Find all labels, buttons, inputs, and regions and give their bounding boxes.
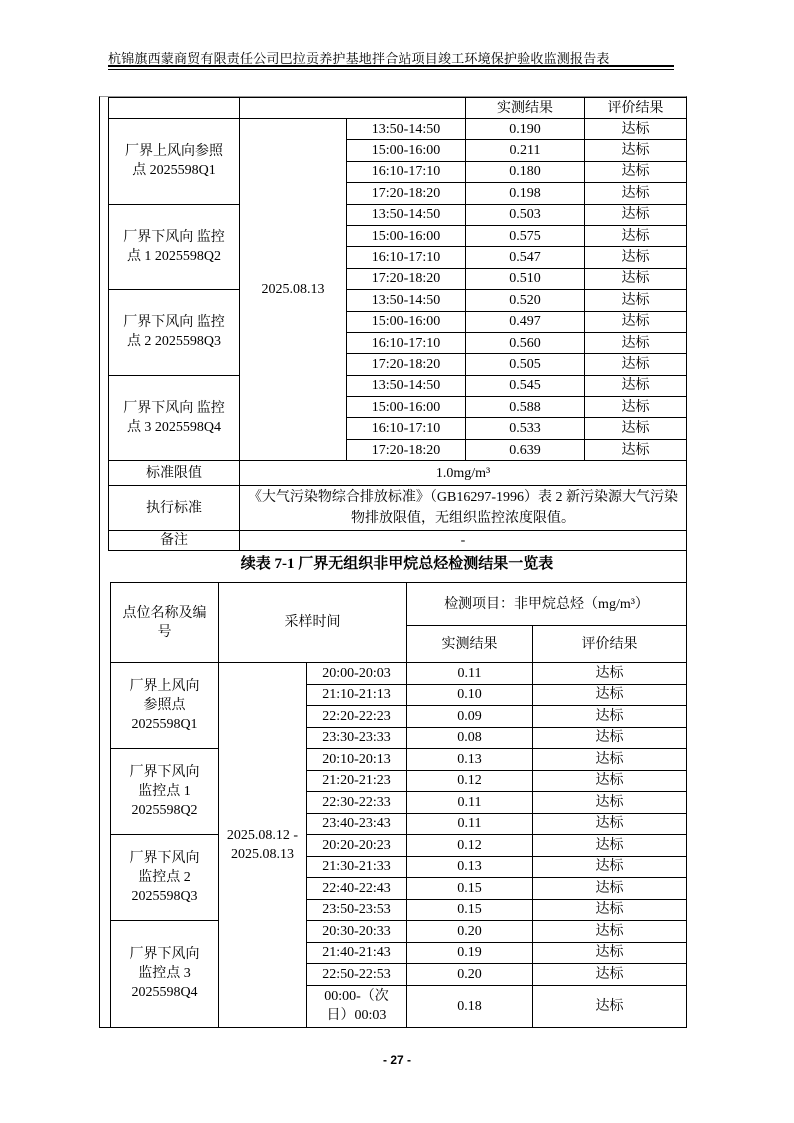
table-cell: 0.639 (466, 439, 585, 460)
table-cell: 达标 (585, 268, 687, 289)
table-cell: 16:10-17:10 (347, 247, 466, 268)
table-row (109, 98, 687, 119)
table-cell: 达标 (533, 856, 687, 878)
table-cell (240, 98, 466, 119)
point-name: 厂界下风向 监控点 3 2025598Q4 (111, 921, 219, 1028)
table-cell: 16:10-17:10 (347, 418, 466, 439)
table-cell: 达标 (533, 813, 687, 835)
table-cell: 达标 (585, 290, 687, 311)
table-cell: 达标 (533, 684, 687, 706)
table-cell: 13:50-14:50 (347, 204, 466, 225)
table-cell: 达标 (585, 418, 687, 439)
table-cell: 0.15 (407, 899, 533, 921)
table-cell: 21:40-21:43 (307, 942, 407, 964)
table-cell: 达标 (585, 225, 687, 246)
table-cell: 达标 (533, 942, 687, 964)
table-cell: 00:00-（次日）00:03 (307, 985, 407, 1027)
table-cell: 达标 (585, 375, 687, 396)
table-cell: 0.20 (407, 964, 533, 986)
point-name: 厂界下风向 监控点 3 2025598Q4 (109, 375, 240, 461)
table-row (109, 290, 687, 311)
table-cell (109, 98, 240, 119)
table-cell: 17:20-18:20 (347, 183, 466, 204)
table-cell: 0.11 (407, 813, 533, 835)
column-header: 检测项目：非甲烷总烃（mg/m³） (407, 583, 687, 626)
table-cell: 达标 (585, 119, 687, 140)
point-name: 厂界上风向参照点 2025598Q1 (109, 119, 240, 205)
table-cell: 13:50-14:50 (347, 119, 466, 140)
table-cell: 达标 (533, 706, 687, 728)
table-cell: 0.19 (407, 942, 533, 964)
limit-value: 1.0mg/m³ (240, 461, 687, 486)
remark-value: - (240, 531, 687, 551)
table-row (109, 375, 687, 396)
table-cell: 0.10 (407, 684, 533, 706)
table-cell: 0.533 (466, 418, 585, 439)
point-name: 厂界上风向 参照点 2025598Q1 (111, 663, 219, 749)
running-header: 杭锦旗西蒙商贸有限责任公司巴拉贡养护基地拌合站项目竣工环境保护验收监测报告表 (108, 51, 610, 66)
table-cell: 达标 (533, 663, 687, 685)
column-header: 评价结果 (585, 98, 687, 119)
table-cell: 22:30-22:33 (307, 792, 407, 814)
point-name: 厂界下风向 监控点 2 2025598Q3 (109, 290, 240, 376)
sample-date: 2025.08.13 (240, 119, 347, 461)
table-cell: 达标 (533, 921, 687, 943)
point-name: 厂界下风向 监控点 2 2025598Q3 (111, 835, 219, 921)
table-cell: 17:20-18:20 (347, 354, 466, 375)
table-cell: 17:20-18:20 (347, 439, 466, 460)
table-cell: 22:50-22:53 (307, 964, 407, 986)
table-cell: 0.11 (407, 792, 533, 814)
table-row (111, 749, 687, 771)
column-header: 评价结果 (533, 626, 687, 663)
table-cell: 20:30-20:33 (307, 921, 407, 943)
table-cell: 达标 (533, 985, 687, 1027)
table-cell: 达标 (533, 792, 687, 814)
table-cell: 15:00-16:00 (347, 225, 466, 246)
table-row (109, 531, 687, 551)
table-cell: 0.588 (466, 397, 585, 418)
table-cell: 15:00-16:00 (347, 311, 466, 332)
column-header: 实测结果 (407, 626, 533, 663)
standard-value: 《大气污染物综合排放标准》（GB16297-1996）表 2 新污染源大气污染物排放限值，无组织监控浓度限值。 (240, 486, 687, 531)
table-cell: 17:20-18:20 (347, 268, 466, 289)
table-cell: 23:40-23:43 (307, 813, 407, 835)
table-cell: 达标 (585, 311, 687, 332)
table-cell: 16:10-17:10 (347, 161, 466, 182)
table-cell: 20:00-20:03 (307, 663, 407, 685)
table-row (111, 583, 687, 626)
column-header: 实测结果 (466, 98, 585, 119)
sample-date: 2025.08.12 - 2025.08.13 (219, 663, 307, 1028)
table-cell: 0.190 (466, 119, 585, 140)
table-cell: 13:50-14:50 (347, 290, 466, 311)
header-rule (108, 69, 674, 70)
table-cell: 0.08 (407, 727, 533, 749)
table-row (109, 486, 687, 531)
table-cell: 达标 (585, 332, 687, 353)
table-cell: 0.11 (407, 663, 533, 685)
table-cell: 15:00-16:00 (347, 397, 466, 418)
table-cell: 16:10-17:10 (347, 332, 466, 353)
table-cell: 22:20-22:23 (307, 706, 407, 728)
results-table-1 (108, 97, 687, 551)
table-cell: 达标 (585, 354, 687, 375)
row-label: 备注 (109, 531, 240, 551)
table-cell: 13:50-14:50 (347, 375, 466, 396)
table-cell: 达标 (533, 835, 687, 857)
table-cell: 达标 (533, 964, 687, 986)
table-cell: 0.180 (466, 161, 585, 182)
table-cell: 0.520 (466, 290, 585, 311)
table-cell: 达标 (533, 749, 687, 771)
table-cell: 达标 (533, 727, 687, 749)
table-cell: 21:20-21:23 (307, 770, 407, 792)
point-name: 厂界下风向 监控点 1 2025598Q2 (111, 749, 219, 835)
table-cell: 达标 (533, 770, 687, 792)
table-cell: 达标 (585, 183, 687, 204)
table-cell: 22:40-22:43 (307, 878, 407, 900)
table-cell: 0.12 (407, 770, 533, 792)
table-cell: 0.12 (407, 835, 533, 857)
table-cell: 0.575 (466, 225, 585, 246)
table-cell: 达标 (533, 899, 687, 921)
table-cell: 15:00-16:00 (347, 140, 466, 161)
table-cell: 0.497 (466, 311, 585, 332)
column-header: 采样时间 (219, 583, 407, 663)
page-number: - 27 - (382, 1053, 411, 1067)
table-cell: 23:30-23:33 (307, 727, 407, 749)
table-cell: 0.15 (407, 878, 533, 900)
table-cell: 0.09 (407, 706, 533, 728)
table-cell: 0.545 (466, 375, 585, 396)
table-cell: 达标 (585, 439, 687, 460)
table-row (111, 835, 687, 857)
results-table-2 (110, 582, 687, 1028)
table-cell: 达标 (585, 204, 687, 225)
table-cell: 0.198 (466, 183, 585, 204)
table-row (111, 921, 687, 943)
point-name: 厂界下风向 监控点 1 2025598Q2 (109, 204, 240, 290)
table-cell: 0.503 (466, 204, 585, 225)
table-cell: 0.211 (466, 140, 585, 161)
table-cell: 达标 (585, 397, 687, 418)
table-cell: 20:10-20:13 (307, 749, 407, 771)
table-cell: 20:20-20:23 (307, 835, 407, 857)
table-cell: 0.13 (407, 856, 533, 878)
column-header: 点位名称及编号 (111, 583, 219, 663)
table-cell: 0.547 (466, 247, 585, 268)
table-row (109, 204, 687, 225)
table-cell: 达标 (533, 878, 687, 900)
table-cell: 达标 (585, 161, 687, 182)
table-cell: 0.20 (407, 921, 533, 943)
table-cell: 0.505 (466, 354, 585, 375)
table-row (111, 663, 687, 685)
header-rule (108, 65, 674, 67)
table-cell: 0.510 (466, 268, 585, 289)
table-cell: 0.560 (466, 332, 585, 353)
table-cell: 0.18 (407, 985, 533, 1027)
table-cell: 达标 (585, 140, 687, 161)
table-cell: 0.13 (407, 749, 533, 771)
row-label: 执行标准 (109, 486, 240, 531)
table-cell: 23:50-23:53 (307, 899, 407, 921)
table-row (109, 461, 687, 486)
table-row (109, 119, 687, 140)
table-caption: 续表 7-1 厂界无组织非甲烷总烃检测结果一览表 (240, 556, 554, 572)
row-label: 标准限值 (109, 461, 240, 486)
table-cell: 21:10-21:13 (307, 684, 407, 706)
table-cell: 21:30-21:33 (307, 856, 407, 878)
table-cell: 达标 (585, 247, 687, 268)
